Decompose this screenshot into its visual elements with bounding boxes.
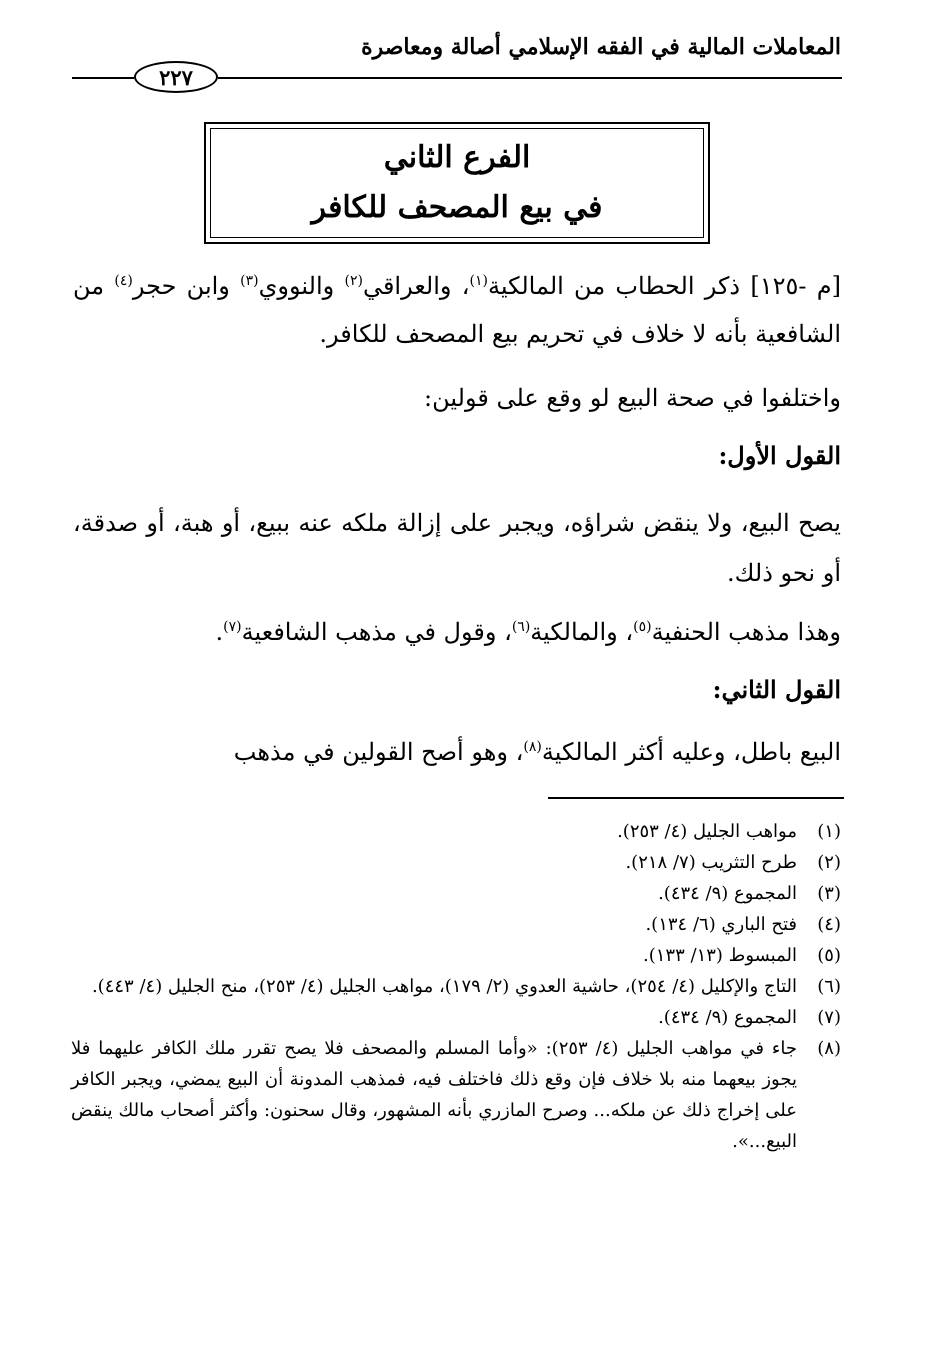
footnote-text: التاج والإكليل (٤/ ٢٥٤)، حاشية العدوي (٢/ ١٧٩)، مواهب الجليل (٤/ ٢٥٣)، منح الجليل (٤/ ٤٤٣). <box>91 976 797 997</box>
p4-text-2: ، والمالكية <box>530 618 634 646</box>
p1-text-1: [م -١٢٥] ذكر الحطاب من المالكية <box>487 272 841 300</box>
footnote-text: المجموع (٩/ ٤٣٤). <box>658 883 797 904</box>
running-header: المعاملات المالية في الفقه الإسلامي أصالة ومعاصرة <box>361 34 841 60</box>
footnote-number: (٦) <box>817 976 841 997</box>
footnote-ref-4[interactable]: (٤) <box>114 273 133 289</box>
footnote-ref-2[interactable]: (٢) <box>344 273 363 289</box>
section-title-box <box>204 122 710 244</box>
footnote-number: (٣) <box>817 883 841 904</box>
p1-text-3: والنووي <box>258 272 345 300</box>
footnote-text: مواهب الجليل (٤/ ٢٥٣). <box>617 821 797 842</box>
footnote-6 <box>71 971 841 1002</box>
footnote-3 <box>71 878 841 909</box>
footnote-2 <box>71 847 841 878</box>
footnote-number: (٧) <box>817 1007 841 1028</box>
footnote-ref-5[interactable]: (٥) <box>633 619 652 635</box>
footnote-ref-7[interactable]: (٧) <box>223 619 242 635</box>
footnote-1 <box>71 816 841 847</box>
header-rule-right <box>218 77 842 79</box>
paragraph-5 <box>73 732 841 772</box>
p1-text-4: وابن حجر <box>132 272 241 300</box>
footnote-ref-1[interactable]: (١) <box>469 273 488 289</box>
p1-text-5: من الشافعية بأنه لا خلاف في تحريم بيع المصحف للكافر. <box>73 272 841 348</box>
section-title-inner <box>210 128 704 238</box>
footnote-number: (٢) <box>817 852 841 873</box>
footnote-ref-6[interactable]: (٦) <box>511 619 531 635</box>
p4-text-1: وهذا مذهب الحنفية <box>651 618 841 646</box>
header-rule-left <box>72 77 134 79</box>
paragraph-4 <box>73 612 841 652</box>
footnote-text: المجموع (٩/ ٤٣٤). <box>658 1007 797 1028</box>
footnote-4 <box>71 909 841 940</box>
p4-text-3: ، وقول في مذهب الشافعية <box>241 618 512 646</box>
p1-text-2: ، والعراقي <box>362 272 470 300</box>
footnote-7 <box>71 1002 841 1033</box>
footnote-number: (٤) <box>817 914 841 935</box>
p4-text-4: . <box>215 618 224 646</box>
footnote-5 <box>71 940 841 971</box>
footnote-separator <box>548 797 844 799</box>
footnote-text: المبسوط (١٣/ ١٣٣). <box>643 945 797 966</box>
footnotes-list <box>71 816 841 1157</box>
p5-text-2: ، وهو أصح القولين في مذهب <box>233 738 524 766</box>
heading-first-opinion: القول الأول: <box>718 441 841 470</box>
paragraph-2: واختلفوا في صحة البيع لو وقع على قولين: <box>424 384 841 412</box>
footnote-text: فتح الباري (٦/ ١٣٤). <box>645 914 797 935</box>
footnote-8 <box>71 1033 841 1157</box>
section-title-line-2: في بيع المصحف للكافر <box>311 190 603 225</box>
footnote-number: (٨) <box>817 1038 841 1059</box>
heading-second-opinion: القول الثاني: <box>712 675 841 704</box>
footnote-ref-8[interactable]: (٨) <box>523 739 542 755</box>
p5-text-1: البيع باطل، وعليه أكثر المالكية <box>541 738 841 766</box>
paragraph-3: يصح البيع، ولا ينقض شراؤه، ويجبر على إزالة ملكه عنه ببيع، أو هبة، أو صدقة، أو نحو ذلك. <box>73 509 841 587</box>
footnote-number: (٥) <box>817 945 841 966</box>
footnote-text: جاء في مواهب الجليل (٤/ ٢٥٣): «وأما المسلم والمصحف فلا يصح تقرر ملك الكافر عليهما فلا يجوز بيعهما منه بلا خلاف فإن وقع ذلك فاختلف فيه، فمذهب المدونة أن البيع يمضي، ويجبر الكافر على إخراج ذلك عن ملكه... وصرح المازري بأنه المشهور، وقال سحنون: وأكثر أصحاب مالك ينقض البيع...». <box>71 1038 798 1152</box>
footnote-ref-3[interactable]: (٣) <box>240 273 259 289</box>
footnote-number: (١) <box>817 821 841 842</box>
footnote-text: طرح التثريب (٧/ ٢١٨). <box>625 852 797 873</box>
page-number: ٢٢٧ <box>134 61 218 93</box>
paragraph-1 <box>73 262 841 358</box>
section-title-line-1: الفرع الثاني <box>383 140 531 175</box>
